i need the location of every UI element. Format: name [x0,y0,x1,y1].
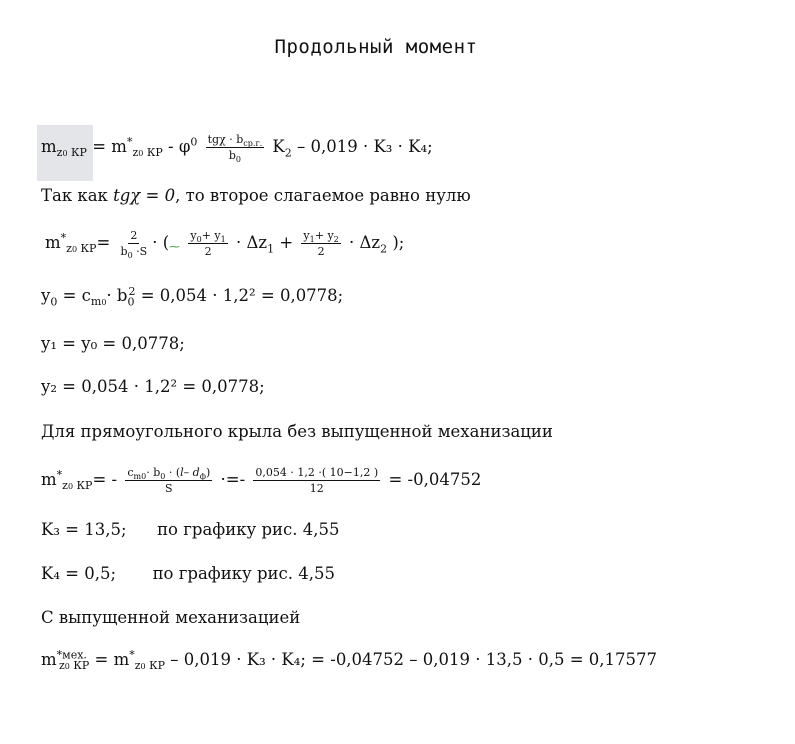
k3-line: K₃ = 13,5; по графику рис. 4,55 [41,520,340,539]
formula-wing: $m^*_{z0 КР}=$ - $\frac{c_{m0}\cdot b_0 \cdot (l- d_ф)}{S}$ ·=- $\frac{0,054 \cdot 1,2 \cdot( 10-1,2 )}{12}$ = -0,04752 [41,466,482,495]
page-title: Продольный момент [274,36,478,58]
formula-moment: $m_{z0 КР} = m^*_{z0 КР} - \varphi^0$ $\frac{tg\chi \cdot b_{ср.г.}}{b_0}$ $K_2 - 0,019 \cdot K_3 \cdot K_4$; [41,133,433,165]
fraction-tg: $\frac{tg\chi \cdot b_{ср.г.}}{b_0}$ [207,133,263,165]
text-wing: Для прямоугольного крыла без выпущенной механизации [41,422,553,441]
text-mechanization: С выпущенной механизацией [41,608,301,627]
formula-final: $m^{*мех.}_{z0 КР} = m^*_{z0 КР} - 0,019 \cdot K_3 \cdot K_4$; = -0,04752 – 0,019 · 13,5 · 0,5 = 0,17577 [41,648,658,673]
formula-tail: – 0,019 · K₃ · K₄; [297,137,433,156]
formula-y2: y₂ = 0,054 · 1,2² = 0,0778; [41,377,265,396]
formula-m-star: $m^*_{z0 КР}=$ $\frac{2}{b_0 \cdot S}$ · (⁓ $\frac{y_0+ y_1}{2}$ · $\Delta z_1$ + $\frac{y_1+ y_2}{2}$ · $\Delta z_2$ ); [45,229,405,261]
text-tg-line: Так как tgχ = 0, то второе слагаемое равно нулю [41,186,471,205]
formula-y0: $y_0 = c_{m0}\cdot b_0^2 = 0,054 \cdot 1,2^2 = 0,0778$; [41,284,344,309]
formula-y1: y₁ = y₀ = 0,0778; [41,334,185,353]
k4-line: K₄ = 0,5; по графику рис. 4,55 [41,564,335,583]
